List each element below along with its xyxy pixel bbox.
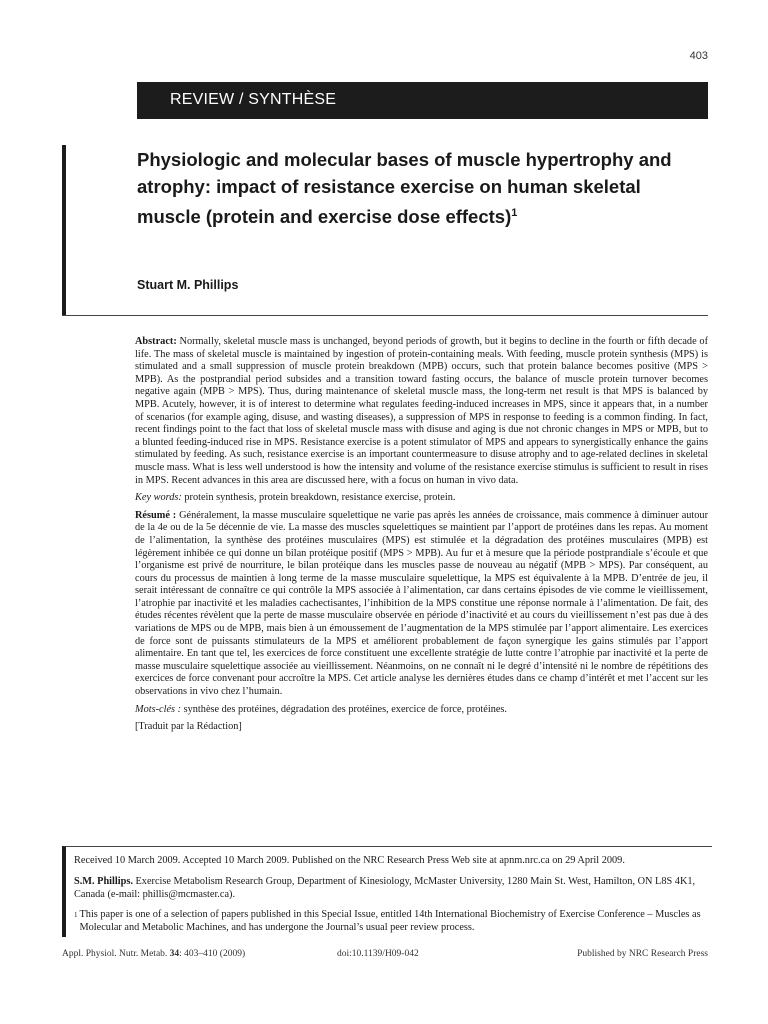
journal-pages: : 403–410 (2009)	[179, 949, 246, 959]
article-title	[137, 146, 707, 230]
page-number: 403	[689, 50, 708, 62]
affiliation-text: Exercise Metabolism Research Group, Department of Kinesiology, McMaster University, 1280 Main St. West, Hamilton, ON L8S 4K1, Canada (e-mail: phillis@mcmaster.ca).	[74, 875, 696, 900]
article-title-text: Physiologic and molecular bases of muscle hypertrophy and atrophy: impact of resistance exercise on human skeletal muscle (protein and exercise dose effects)	[137, 149, 672, 228]
motscles-label: Mots-clés :	[135, 703, 182, 715]
section-banner	[137, 82, 708, 119]
footnote	[74, 909, 710, 935]
keywords-label: Key words:	[135, 492, 182, 504]
author-name: Stuart M. Phillips	[137, 278, 239, 292]
footnote-mark: 1	[74, 911, 78, 920]
journal-name: Appl. Physiol. Nutr. Metab.	[62, 949, 168, 959]
article-info-box	[62, 846, 712, 937]
abstract-text: Normally, skeletal muscle mass is unchanged, beyond periods of growth, but it begins to decline in the fourth or fifth decade of life. The mass of skeletal muscle is maintained by ingestion of protein-containing meals. With feeding, muscle protein synthesis (MPS) is stimulated and a small suppression of muscle protein breakdown (MPB) occurs, such that protein balance becomes positive (MPS > MPB). As the postprandial period subsides and a transition toward fasting occurs, the balance of muscle protein turnover becomes negative again (MPB > MPS). Thus, during maintenance of skeletal muscle mass, the long-term net result is that MPS is balanced by MPB. Acutely, however, it is of interest to determine what regulates feeding-induced increases in MPS, since it appears that, in a number of scenarios (for example aging, disuse, and wasting diseases), a suppression of MPS in response to feeding is a common finding. In fact, recent findings point to the fact that loss of skeletal muscle mass with disuse and aging is due not chronic changes in MPS or MPB, but to a blunted feeding-induced rise in MPS. Resistance exercise is a potent stimulator of MPS and appears to synergistically enhance the gains stimulated by feeding. As such, resistance exercise is an important countermeasure to disuse atrophy and to age-related declines in skeletal muscle mass. What is less well understood is how the intensity and volume of the resistance exercise stimulus is sufficient to result in rises in MPS. Recent advances in this area are discussed here, with a focus on human in vivo data.	[135, 336, 709, 486]
abstract-section	[135, 336, 708, 739]
keywords-paragraph	[135, 492, 708, 505]
doi-link[interactable]: doi:10.1139/H09-042	[337, 949, 419, 959]
affiliation	[74, 876, 710, 902]
resume-label: Résumé :	[135, 509, 177, 521]
title-divider	[62, 315, 708, 316]
footnote-text: This paper is one of a selection of papers published in this Special Issue, entitled 14th International Biochemistry of Exercise Conference – Muscles as Molecular and Metabolic Machines, and has undergone the Journal’s usual peer review process.	[79, 909, 701, 934]
publisher-credit: Published by NRC Research Press	[577, 949, 708, 959]
journal-volume: 34	[169, 949, 180, 959]
title-side-rule	[62, 145, 66, 315]
section-banner-label: REVIEW / SYNTHÈSE	[170, 91, 337, 108]
resume-text: Généralement, la masse musculaire squelettique ne varie pas après les années de croissance, mais commence à diminuer autour de la 4e ou de la 5e décennie de vie. La masse des muscles squelettiques se maintient par l’apport de protéines dans les repas. Au moment de l’alimentation, la synthèse des protéines musculaires (MPS) est stimulée et la dégradation des protéines musculaires (MPB) est légèrement inhibée ce qui donne un bilan protéique positif (MPS > MPB). Au fur et à mesure que la période postprandiale s’écoule et que l’organisme est privé de nourriture, le bilan protéique dans les muscles passe de nouveau au négatif (MPB > MPS). Par conséquent, au cours du processus de maintien à long terme de la masse musculaire squelettique, la MPS est équivalente à la MPB. D’entrée de jeu, il serait intéressant de connaître ce qui contrôle la MPS associée à l’alimentation, car dans certains épisodes de vie comme le vieillissement, l’atrophie par inactivité et les maladies cachectisantes, l’inhibition de la MPS constitue une réponse normale à l’alimentation. De fait, des études récentes révèlent que la perte de masse musculaire observée en période d’inactivité et au cours du vieillissement n’est pas due à des variations de MPS ou de MPB, mais bien à un émoussement de l’augmentation de la MPS stimulée par l’apport alimentaire. Les exercices de force sont de puissants stimulateurs de la MPS et améliorent probablement de façon synergique les gains stimulés par l’apport alimentaire. En tant que tel, les exercices de force constituent une excellente stratégie de lutte contre l’atrophie par inactivité et la perte de masse musculaire squelettique associée au vieillissement. Néanmoins, on ne connaît ni le degré d’intensité ni le nombre de répétitions des exercices de force convenant pour accroître la MPS. Cet article analyse les dernières études dans ce champ d’intérêt et met l’accent sur les observations in vivo chez l’humain.	[135, 509, 709, 698]
abstract-label: Abstract:	[135, 336, 177, 347]
abstract-paragraph	[135, 336, 708, 487]
keywords-text: protein synthesis, protein breakdown, resistance exercise, protein.	[184, 492, 456, 504]
motscles-text: synthèse des protéines, dégradation des protéines, exercice de force, protéines.	[183, 703, 507, 715]
resume-paragraph	[135, 510, 708, 699]
motscles-paragraph	[135, 704, 708, 717]
translator-note: [Traduit par la Rédaction]	[135, 721, 242, 733]
received-dates: Received 10 March 2009. Accepted 10 March 2009. Published on the NRC Research Press Web site at apnm.nrc.ca on 29 April 2009.	[74, 855, 625, 866]
affiliation-name: S.M. Phillips.	[74, 875, 133, 887]
journal-citation	[62, 949, 245, 959]
title-footnote-mark[interactable]: 1	[511, 207, 518, 219]
